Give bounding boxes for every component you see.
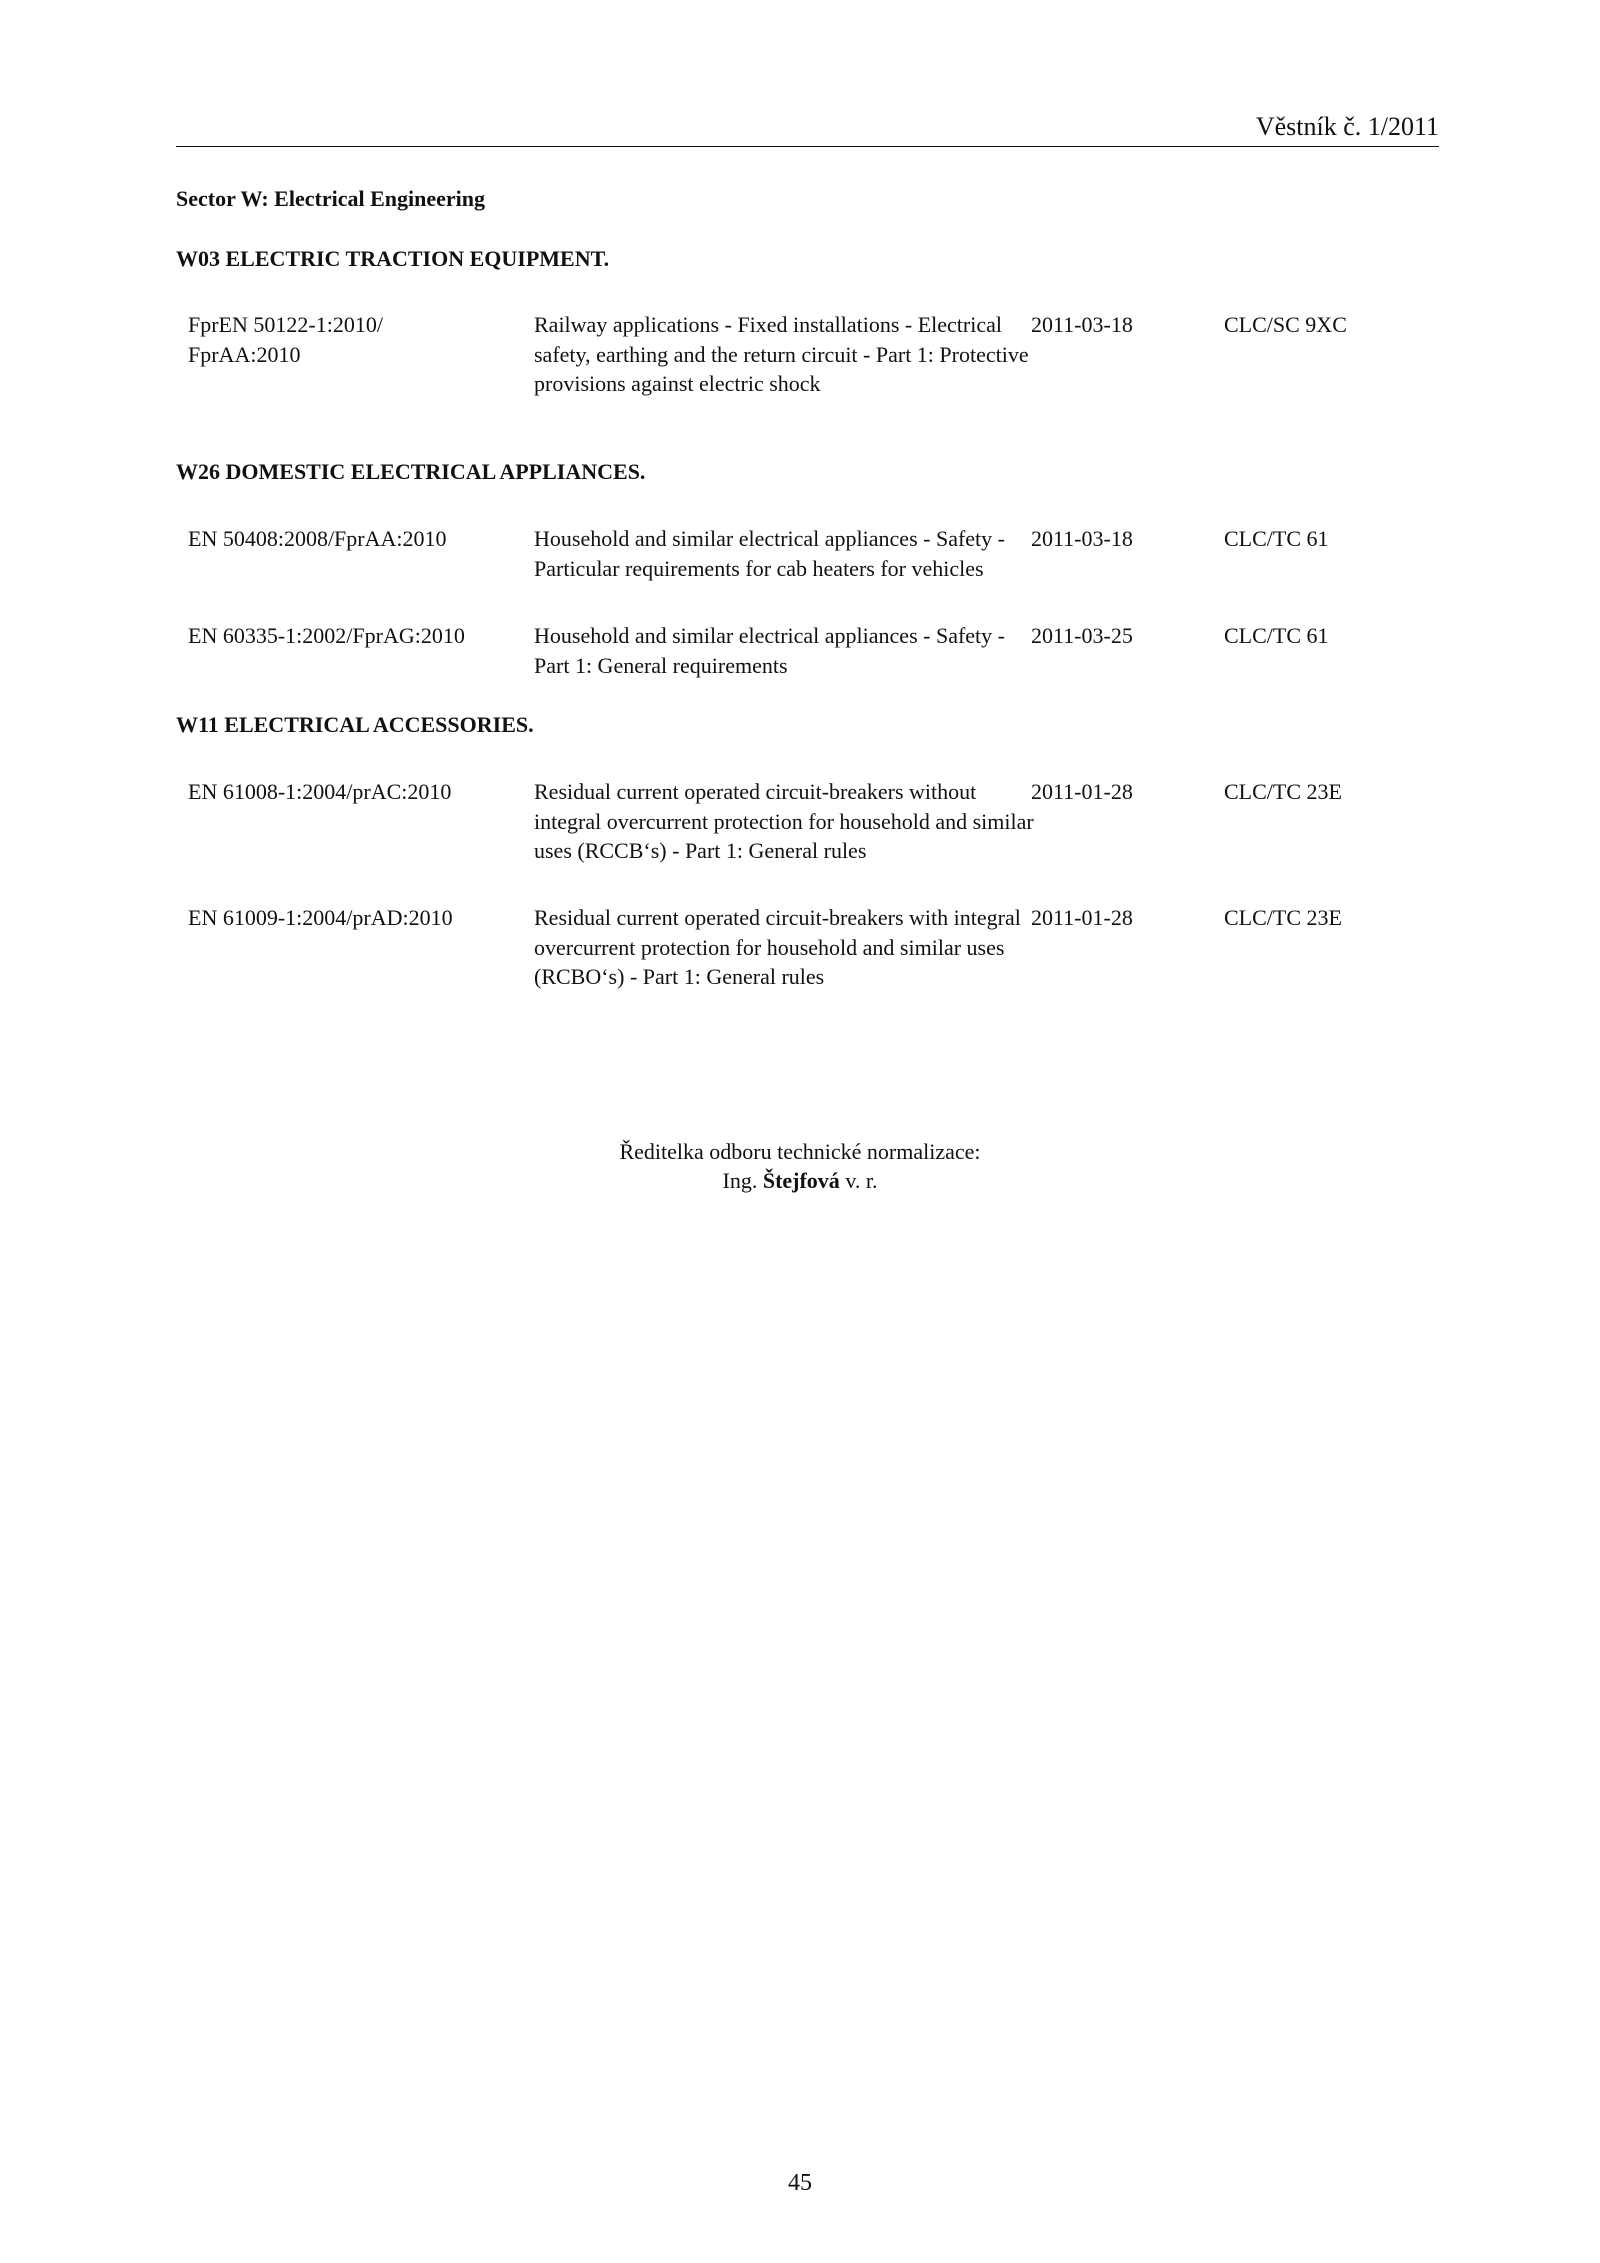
standard-date: 2011-03-25 [1031, 623, 1133, 648]
page-number: 45 [788, 2170, 812, 2196]
bulletin-title: Věstník č. 1/2011 [1255, 112, 1439, 141]
standard-committee: CLC/SC 9XC [1224, 312, 1347, 337]
standard-title: Residual current operated circuit-breakers with integral overcurrent protection for household and similar uses (RCBO‘s) - Part 1: General rules [534, 905, 1021, 989]
standard-date: 2011-03-18 [1031, 312, 1133, 337]
sector-title: Sector W: Electrical Engineering [176, 186, 485, 211]
section-heading-w26: W26 DOMESTIC ELECTRICAL APPLIANCES. [176, 459, 646, 484]
signature-name-line [0, 1166, 1600, 1195]
signature-name: Štejfová [762, 1168, 840, 1193]
standard-title: Residual current operated circuit-breakers without integral overcurrent protection for household and similar uses (RCCB‘s) - Part 1: General rules [534, 779, 1034, 863]
standard-committee: CLC/TC 61 [1224, 623, 1329, 648]
header-divider [176, 146, 1439, 147]
standard-title: Household and similar electrical appliances - Safety - Particular requirements for cab heaters for vehicles [534, 526, 1005, 581]
signature-role: Ředitelka odboru technické normalizace: [619, 1139, 981, 1164]
standard-title: Railway applications - Fixed installations - Electrical safety, earthing and the return circuit - Part 1: Protective provisions against electric shock [534, 312, 1029, 396]
standard-designation: FprEN 50122-1:2010/ FprAA:2010 [188, 312, 383, 367]
standard-designation: EN 61009-1:2004/prAD:2010 [188, 905, 453, 930]
standard-committee: CLC/TC 61 [1224, 526, 1329, 551]
standard-date: 2011-01-28 [1031, 905, 1133, 930]
standard-committee: CLC/TC 23E [1224, 779, 1342, 804]
standard-date: 2011-01-28 [1031, 779, 1133, 804]
signature-suffix: v. r. [845, 1168, 878, 1193]
section-heading-w11: W11 ELECTRICAL ACCESSORIES. [176, 712, 534, 737]
standard-designation: EN 50408:2008/FprAA:2010 [188, 526, 447, 551]
standard-date: 2011-03-18 [1031, 526, 1133, 551]
standard-committee: CLC/TC 23E [1224, 905, 1342, 930]
signature-prefix: Ing. [722, 1168, 758, 1193]
standard-title: Household and similar electrical appliances - Safety - Part 1: General requirements [534, 623, 1005, 678]
standard-designation: EN 60335-1:2002/FprAG:2010 [188, 623, 465, 648]
standard-designation: EN 61008-1:2004/prAC:2010 [188, 779, 452, 804]
section-heading-w03: W03 ELECTRIC TRACTION EQUIPMENT. [176, 246, 610, 271]
